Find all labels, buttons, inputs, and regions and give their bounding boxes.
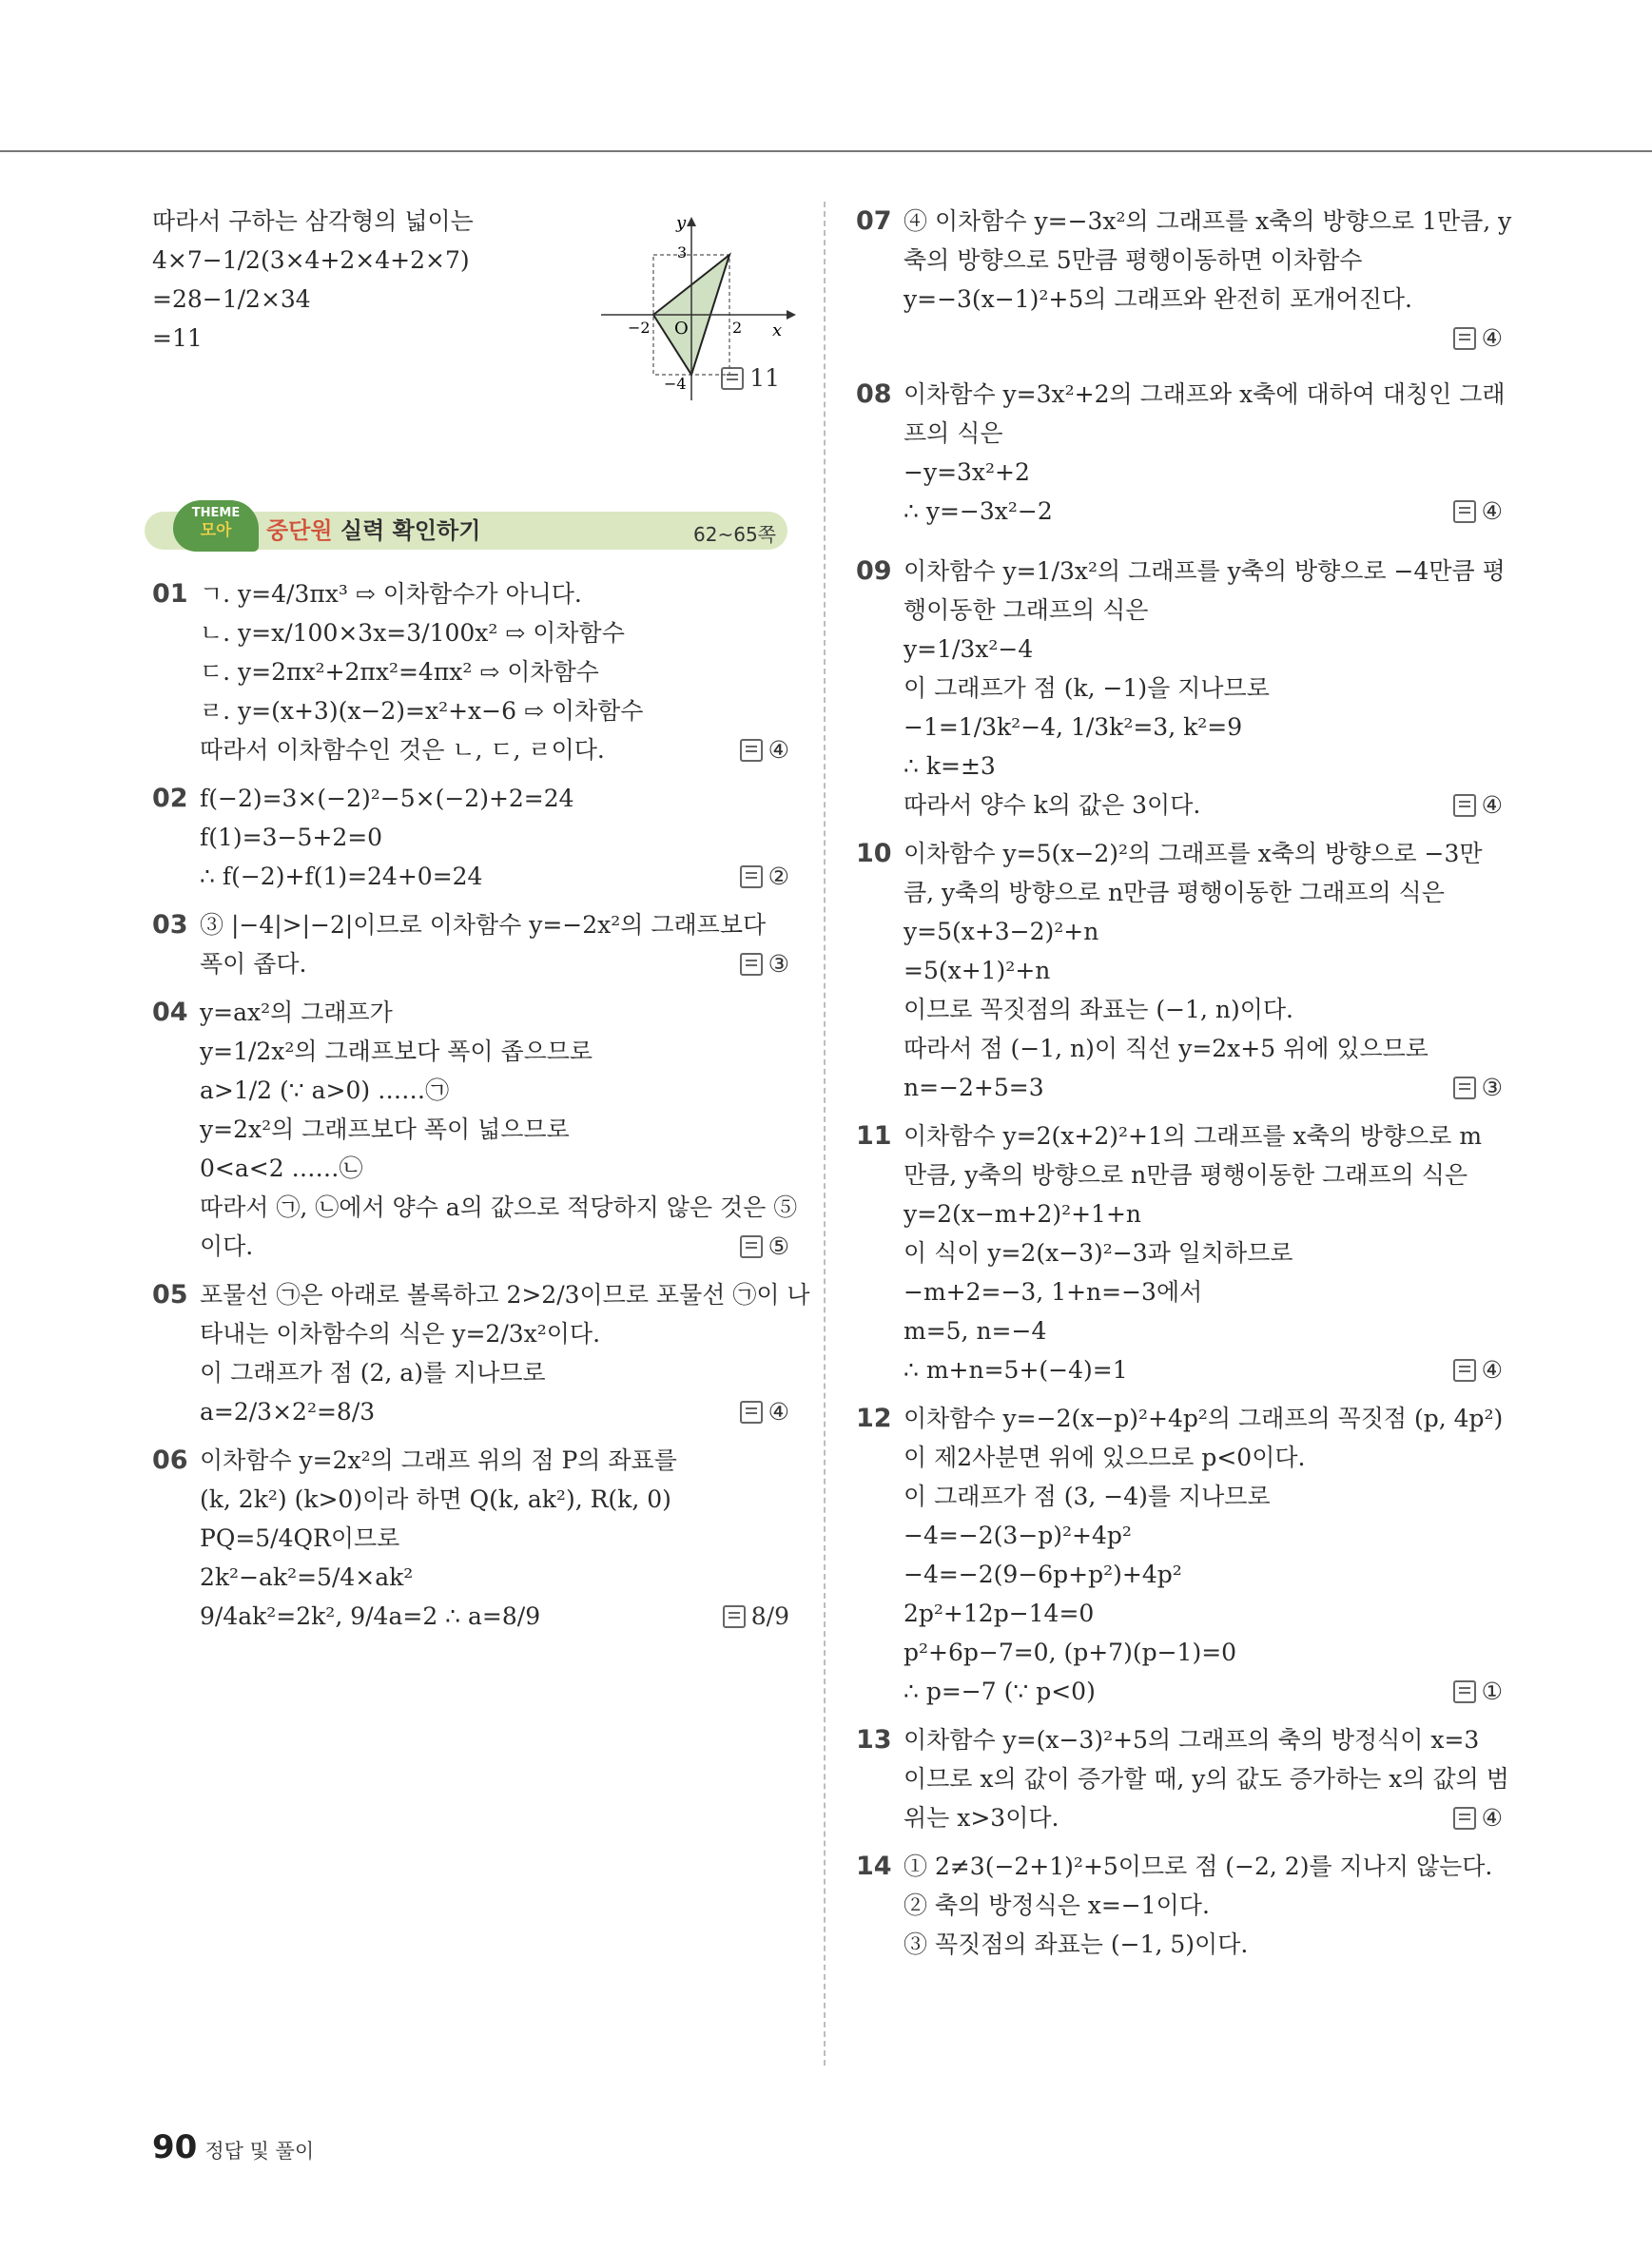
solution-line: ∴ f(−2)+f(1)=24+0=24 bbox=[200, 863, 483, 890]
tick-x-left: −2 bbox=[628, 319, 651, 337]
problem-number: 02 bbox=[152, 784, 188, 813]
solution-line: PQ=5/4QR이므로 bbox=[200, 1524, 400, 1552]
problem-number: 05 bbox=[152, 1280, 188, 1310]
solution-line: ∴ y=−3x²−2 bbox=[904, 497, 1053, 525]
answer-value: 8/9 bbox=[750, 1602, 789, 1630]
solution-line: 행이동한 그래프의 식은 bbox=[904, 596, 1149, 624]
origin-label: O bbox=[674, 319, 689, 339]
solution-line: y=2(x−m+2)²+1+n bbox=[904, 1200, 1142, 1228]
solution-line: 이 그래프가 점 (k, −1)을 지나므로 bbox=[904, 674, 1270, 702]
problem-06 bbox=[152, 1441, 789, 1636]
problem-number: 09 bbox=[856, 556, 892, 586]
answer-mark bbox=[740, 730, 789, 769]
solution-line: a>1/2 (∵ a>0) ……㉠ bbox=[200, 1077, 450, 1104]
answer-value: ① bbox=[1481, 1678, 1503, 1705]
solution-line: =28−1/2×34 bbox=[152, 285, 311, 313]
solution-line: 이차함수 y=(x−3)²+5의 그래프의 축의 방정식이 x=3 bbox=[904, 1726, 1480, 1754]
solution-line: n=−2+5=3 bbox=[904, 1074, 1044, 1101]
solution-line: p²+6p−7=0, (p+7)(p−1)=0 bbox=[904, 1639, 1237, 1666]
tick-x-right: 2 bbox=[732, 319, 743, 337]
solution-line: 이차함수 y=3x²+2의 그래프와 x축에 대하여 대칭인 그래 bbox=[904, 380, 1506, 408]
solution-line: m=5, n=−4 bbox=[904, 1317, 1047, 1345]
left-column bbox=[152, 202, 810, 1645]
answer-value: ④ bbox=[1481, 497, 1503, 525]
answer-mark bbox=[723, 1597, 789, 1636]
answer-value: ③ bbox=[1481, 1074, 1503, 1101]
solution-line: 따라서 이차함수인 것은 ㄴ, ㄷ, ㄹ이다. bbox=[200, 736, 605, 764]
problem-number: 01 bbox=[152, 579, 188, 609]
theme-badge bbox=[173, 500, 259, 552]
solution-line: 이차함수 y=5(x−2)²의 그래프를 x축의 방향으로 −3만 bbox=[904, 840, 1483, 867]
answer-mark bbox=[1453, 492, 1503, 531]
solution-line: 4×7−1/2(3×4+2×4+2×7) bbox=[152, 246, 470, 274]
problem-number: 10 bbox=[856, 839, 892, 868]
solution-line: ① 2≠3(−2+1)²+5이므로 점 (−2, 2)를 지나지 않는다. bbox=[904, 1853, 1493, 1880]
answer-icon bbox=[723, 1605, 746, 1628]
problem-07 bbox=[856, 202, 1512, 358]
solution-line: ④ 이차함수 y=−3x²의 그래프를 x축의 방향으로 1만큼, y bbox=[904, 207, 1512, 235]
answer-value: ④ bbox=[768, 736, 789, 764]
answer-value: ③ bbox=[768, 950, 789, 978]
section-banner bbox=[145, 500, 791, 557]
solution-line: 이므로 꼭짓점의 좌표는 (−1, n)이다. bbox=[904, 996, 1293, 1023]
badge-bottom: 모아 bbox=[200, 521, 232, 540]
solution-line: 이차함수 y=2(x+2)²+1의 그래프를 x축의 방향으로 m bbox=[904, 1122, 1483, 1150]
solution-line: =11 bbox=[152, 324, 203, 352]
problem-11 bbox=[856, 1116, 1503, 1389]
answer-value: ④ bbox=[1481, 1804, 1503, 1832]
solution-line: y=2x²의 그래프보다 폭이 넓으므로 bbox=[200, 1116, 570, 1143]
triangle-graph bbox=[601, 215, 801, 405]
answer-mark bbox=[1453, 1068, 1503, 1107]
solution-line: −y=3x²+2 bbox=[904, 458, 1030, 486]
answer-mark bbox=[740, 857, 789, 896]
answer-icon bbox=[1453, 327, 1476, 350]
solution-line: 이 식이 y=2(x−3)²−3과 일치하므로 bbox=[904, 1239, 1293, 1267]
answer-icon bbox=[1453, 1680, 1476, 1703]
solution-line: 0<a<2 ……㉡ bbox=[200, 1155, 363, 1182]
section-title bbox=[266, 515, 480, 546]
section-title-rest: 실력 확인하기 bbox=[332, 517, 481, 544]
page-title: 정답 및 풀이 bbox=[204, 2140, 315, 2163]
problem-number: 12 bbox=[856, 1404, 892, 1433]
solution-line: 따라서 점 (−1, n)이 직선 y=2x+5 위에 있으므로 bbox=[904, 1035, 1428, 1062]
solution-line: ㄹ. y=(x+3)(x−2)=x²+x−6 ⇨ 이차함수 bbox=[200, 697, 644, 725]
problem-number: 04 bbox=[152, 998, 188, 1027]
answer-mark bbox=[740, 1227, 789, 1266]
solution-line: y=ax²의 그래프가 bbox=[200, 999, 393, 1026]
problem-02 bbox=[152, 779, 789, 896]
solution-line: ② 축의 방정식은 x=−1이다. bbox=[904, 1892, 1210, 1919]
answer-value: ⑤ bbox=[768, 1232, 789, 1260]
section-title-accent: 중단원 bbox=[266, 517, 333, 544]
problem-01 bbox=[152, 574, 789, 769]
solution-line: 포물선 ㉠은 아래로 볼록하고 2>2/3이므로 포물선 ㉠이 나 bbox=[200, 1281, 810, 1309]
problem-09 bbox=[856, 552, 1506, 825]
solution-line: y=5(x+3−2)²+n bbox=[904, 918, 1099, 945]
solution-line: 이 그래프가 점 (2, a)를 지나므로 bbox=[200, 1359, 546, 1387]
solution-line: 이 그래프가 점 (3, −4)를 지나므로 bbox=[904, 1483, 1271, 1510]
problem-10 bbox=[856, 834, 1503, 1107]
problem-04 bbox=[152, 993, 798, 1266]
problem-13 bbox=[856, 1720, 1509, 1837]
problem-number: 03 bbox=[152, 910, 188, 940]
solution-line: y=1/3x²−4 bbox=[904, 635, 1034, 663]
answer-icon bbox=[1453, 1077, 1476, 1099]
answer-mark bbox=[1453, 1798, 1503, 1837]
problem-03 bbox=[152, 905, 789, 983]
solution-line: 폭이 좁다. bbox=[200, 950, 307, 978]
page-range: 62~65쪽 bbox=[693, 523, 776, 546]
answer-mark bbox=[1453, 1672, 1503, 1711]
solution-line: −4=−2(3−p)²+4p² bbox=[904, 1522, 1132, 1549]
answer-value: ④ bbox=[1481, 324, 1503, 352]
tick-y-top: 3 bbox=[677, 243, 688, 262]
solution-line: 축의 방향으로 5만큼 평행이동하면 이차함수 bbox=[904, 246, 1363, 274]
solution-line: 타내는 이차함수의 식은 y=2/3x²이다. bbox=[200, 1320, 601, 1348]
x-axis-arrow-icon bbox=[787, 310, 796, 320]
answer-icon bbox=[1453, 1359, 1476, 1382]
answer-mark bbox=[1453, 1350, 1503, 1389]
solution-line: ㄴ. y=x/100×3x=3/100x² ⇨ 이차함수 bbox=[200, 619, 625, 647]
solution-line: ③ 꼭짓점의 좌표는 (−1, 5)이다. bbox=[904, 1931, 1249, 1958]
column-divider bbox=[824, 202, 826, 2066]
solution-line: ∴ m+n=5+(−4)=1 bbox=[904, 1356, 1128, 1384]
answer-mark bbox=[1453, 319, 1503, 358]
solution-line: =5(x+1)²+n bbox=[904, 957, 1051, 984]
solution-line: 위는 x>3이다. bbox=[904, 1804, 1059, 1832]
problem-05 bbox=[152, 1275, 810, 1431]
solution-line: ∴ k=±3 bbox=[904, 752, 996, 780]
answer-value: ④ bbox=[768, 1398, 789, 1426]
solution-line: 만큼, y축의 방향으로 n만큼 평행이동한 그래프의 식은 bbox=[904, 1161, 1468, 1189]
problem-number: 13 bbox=[856, 1725, 892, 1755]
x-axis-label: x bbox=[772, 320, 783, 340]
answer-icon bbox=[1453, 794, 1476, 817]
solution-line: 이 제2사분면 위에 있으므로 p<0이다. bbox=[904, 1444, 1306, 1471]
y-axis-label: y bbox=[676, 215, 687, 233]
solution-line: y=1/2x²의 그래프보다 폭이 좁으므로 bbox=[200, 1038, 593, 1065]
solution-line: a=2/3×2²=8/3 bbox=[200, 1398, 376, 1426]
header-rule bbox=[0, 150, 1652, 152]
problem-number: 07 bbox=[856, 206, 892, 236]
solution-line: 큼, y축의 방향으로 n만큼 평행이동한 그래프의 식은 bbox=[904, 879, 1445, 906]
page-number: 90 bbox=[152, 2128, 198, 2166]
solution-line: 2k²−ak²=5/4×ak² bbox=[200, 1563, 414, 1591]
answer-icon bbox=[1453, 1807, 1476, 1830]
right-column bbox=[856, 202, 1512, 1973]
answer-value: ② bbox=[768, 863, 789, 890]
problem-number: 08 bbox=[856, 379, 892, 409]
solution-line: (k, 2k²) (k>0)이라 하면 Q(k, ak²), R(k, 0) bbox=[200, 1485, 671, 1513]
solution-line: y=−3(x−1)²+5의 그래프와 완전히 포개어진다. bbox=[904, 285, 1412, 313]
solution-line: 프의 식은 bbox=[904, 419, 1003, 447]
tick-y-bottom: −4 bbox=[664, 375, 687, 393]
solution-line: ∴ p=−7 (∵ p<0) bbox=[904, 1678, 1096, 1705]
solution-line: 따라서 ㉠, ㉡에서 양수 a의 값으로 적당하지 않은 것은 ⑤ bbox=[200, 1193, 798, 1221]
y-axis-arrow-icon bbox=[687, 217, 696, 226]
solution-line: f(1)=3−5+2=0 bbox=[200, 824, 383, 851]
solution-line: 이므로 x의 값이 증가할 때, y의 값도 증가하는 x의 값의 범 bbox=[904, 1765, 1509, 1793]
problem-number: 14 bbox=[856, 1852, 892, 1881]
solution-line: 2p²+12p−14=0 bbox=[904, 1600, 1095, 1627]
solution-line: ㄱ. y=4/3πx³ ⇨ 이차함수가 아니다. bbox=[200, 580, 582, 608]
answer-value: ④ bbox=[1481, 1356, 1503, 1384]
badge-top: THEME bbox=[191, 506, 241, 520]
answer-icon bbox=[740, 739, 763, 762]
solution-line: 이차함수 y=1/3x²의 그래프를 y축의 방향으로 −4만큼 평 bbox=[904, 557, 1506, 585]
problem-12 bbox=[856, 1399, 1503, 1711]
solution-line: 따라서 구하는 삼각형의 넓이는 bbox=[152, 207, 474, 235]
solution-line: 따라서 양수 k의 값은 3이다. bbox=[904, 791, 1201, 819]
solution-line: 9/4ak²=2k², 9/4a=2 ∴ a=8/9 bbox=[200, 1602, 541, 1630]
answer-icon bbox=[740, 865, 763, 888]
solution-line: 이차함수 y=−2(x−p)²+4p²의 그래프의 꼭짓점 (p, 4p²) bbox=[904, 1405, 1504, 1432]
solution-line: −4=−2(9−6p+p²)+4p² bbox=[904, 1561, 1182, 1588]
problem-08 bbox=[856, 375, 1506, 531]
answer-icon bbox=[1453, 500, 1476, 523]
answer-mark bbox=[740, 944, 789, 983]
answer-value: ④ bbox=[1481, 791, 1503, 819]
problem-number: 06 bbox=[152, 1446, 188, 1475]
page-footer bbox=[152, 2128, 314, 2166]
solution-line: −m+2=−3, 1+n=−3에서 bbox=[904, 1278, 1203, 1306]
problem-14 bbox=[856, 1847, 1503, 1964]
answer-value: 11 bbox=[749, 364, 780, 392]
solution-line: 이다. bbox=[200, 1232, 254, 1260]
answer-icon bbox=[740, 1235, 763, 1258]
answer-icon bbox=[740, 1401, 763, 1424]
solution-line: 이차함수 y=2x²의 그래프 위의 점 P의 좌표를 bbox=[200, 1446, 677, 1474]
solution-line: f(−2)=3×(−2)²−5×(−2)+2=24 bbox=[200, 785, 574, 812]
answer-mark bbox=[740, 1392, 789, 1431]
answer-mark bbox=[1453, 786, 1503, 825]
problem-number: 11 bbox=[856, 1121, 892, 1151]
solution-line: ③ |−4|>|−2|이므로 이차함수 y=−2x²의 그래프보다 bbox=[200, 911, 767, 939]
answer-icon bbox=[740, 953, 763, 976]
solution-line: ㄷ. y=2πx²+2πx²=4πx² ⇨ 이차함수 bbox=[200, 658, 599, 686]
solution-line: −1=1/3k²−4, 1/3k²=3, k²=9 bbox=[904, 713, 1243, 741]
